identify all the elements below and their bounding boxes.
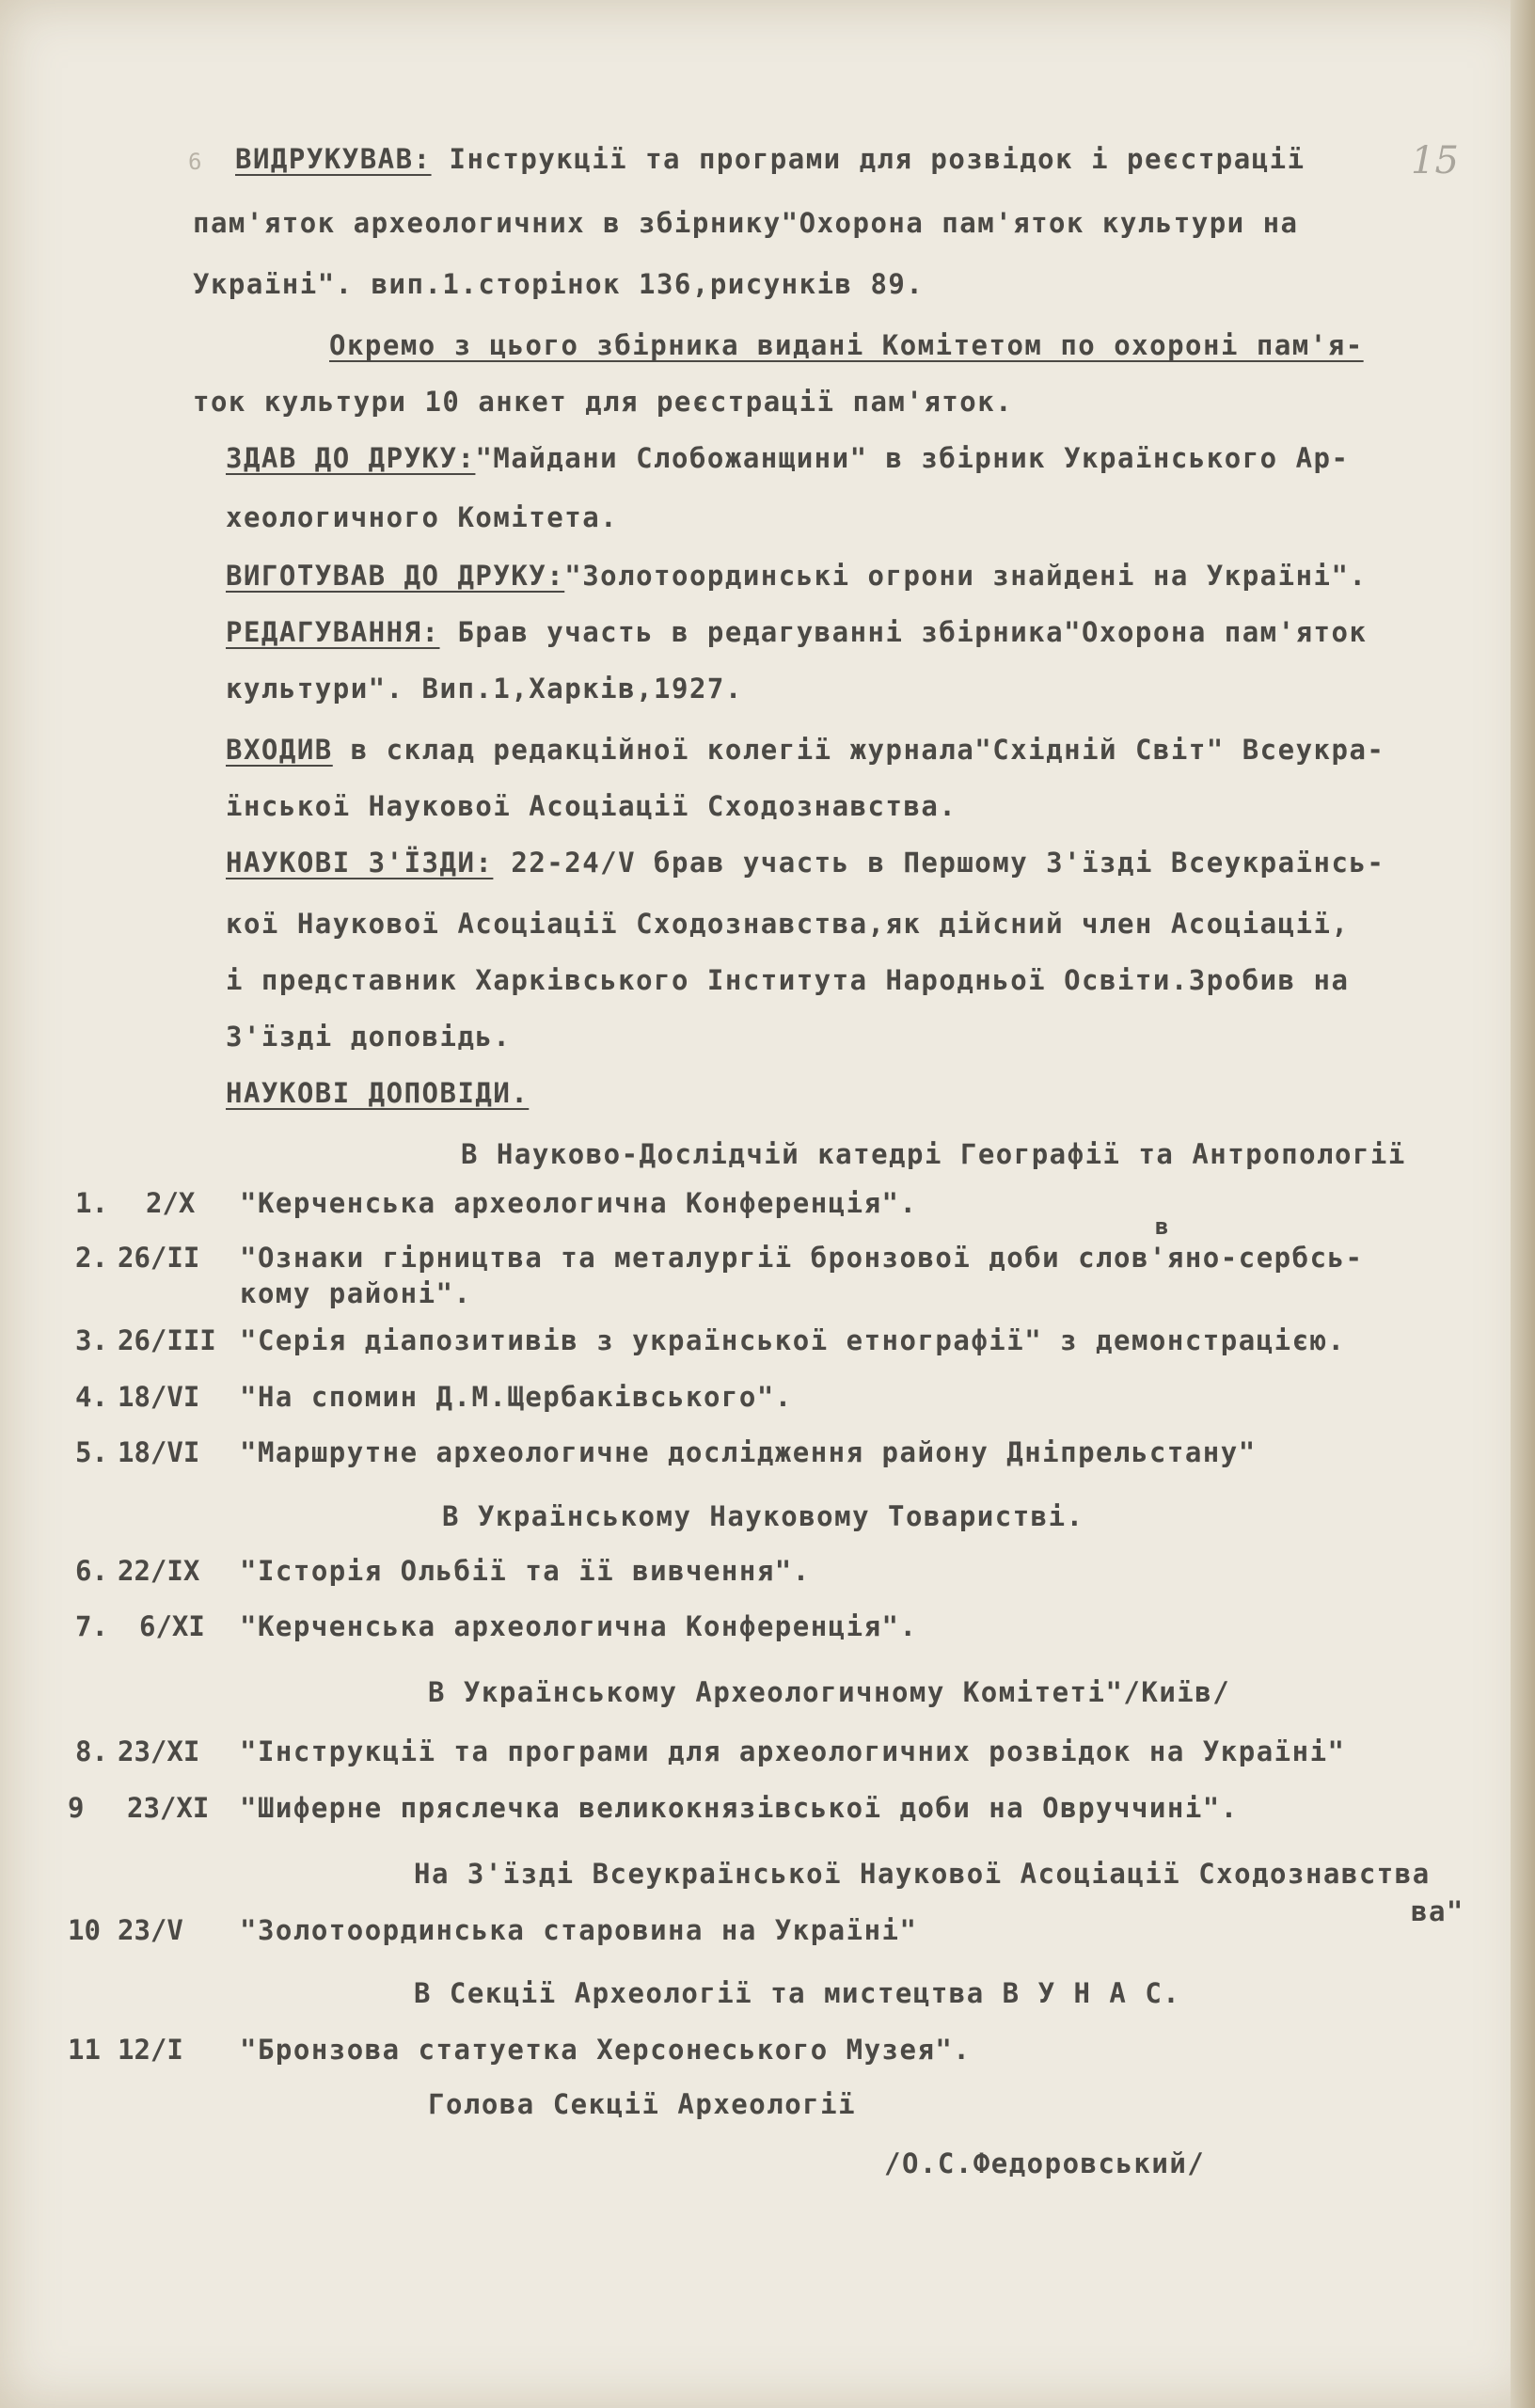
report-date: 6/XI <box>139 1610 205 1642</box>
report-number: 7. <box>75 1610 108 1642</box>
page-number: 6 <box>188 149 202 175</box>
report-date: 22/IX <box>118 1555 200 1587</box>
report-title: "Маршрутне археологичне дослідження району Дніпрельстану" <box>240 1436 1257 1468</box>
text-line: ВИДРУКУВАВ: Інструкції та програми для розвідок і реєстрації <box>235 143 1306 175</box>
text-line: пам'яток археологичних в збірнику"Охорона пам'яток культури на <box>193 207 1299 239</box>
report-title: "Золотоординська старовина на Україні" <box>240 1914 918 1946</box>
page-edge <box>1511 0 1535 2408</box>
text-line: ВИГОТУВАВ ДО ДРУКУ:"Золотоординські огрони знайдені на Україні". <box>226 560 1368 592</box>
report-number: 9 <box>68 1792 85 1824</box>
text-line: РЕДАГУВАННЯ: Брав участь в редагуванні збірника"Охорона пам'яток <box>226 616 1368 648</box>
section-heading: На З'їзді Всеукраїнської Наукової Асоціації Сходознавства <box>414 1858 1431 1890</box>
report-number: 11 <box>68 2034 101 2066</box>
text-line: Окремо з цього збірника видані Комітетом по охороні пам'я- <box>329 329 1364 361</box>
report-date: 2/X <box>146 1187 196 1219</box>
text-line: НАУКОВІ З'ЇЗДИ: 22-24/V брав участь в Першому З'їзді Всеукраїнсь- <box>226 847 1385 879</box>
text-line: ВХОДИВ в склад редакційної колегії журнала"Східній Світ" Всеукра- <box>226 734 1385 766</box>
report-title: "Керченська археологична Конференція". <box>240 1610 918 1642</box>
signature-title: Голова Секції Археології <box>428 2088 857 2120</box>
report-number: 8. <box>75 1735 108 1767</box>
text-line: З'їзді доповідь. <box>226 1021 512 1053</box>
text-line: Україні". вип.1.сторінок 136,рисунків 89. <box>193 268 925 300</box>
pencil-mark: 15 <box>1411 139 1459 182</box>
report-date: 23/XI <box>127 1792 210 1824</box>
text-line: ток культури 10 анкет для реєстрації пам'яток. <box>193 386 1014 418</box>
report-title: "Інструкції та програми для археологичних розвідок на Україні" <box>240 1735 1346 1767</box>
report-title: "На спомин Д.М.Щербаківського". <box>240 1381 793 1413</box>
report-title: "Історія Ольбії та її вивчення". <box>240 1555 811 1587</box>
report-number: 1. <box>75 1187 108 1219</box>
report-number: 4. <box>75 1381 108 1413</box>
report-date: 18/VI <box>118 1381 200 1413</box>
text-line: культури". Вип.1,Харків,1927. <box>226 673 743 705</box>
inserted-letter: в <box>1155 1213 1169 1240</box>
report-date: 26/III <box>118 1324 216 1356</box>
report-title: "Бронзова статуетка Херсонеського Музея". <box>240 2034 972 2066</box>
text-line: кої Наукової Асоціації Сходознавства,як дійсний член Асоціації, <box>226 908 1350 940</box>
report-date: 12/I <box>118 2034 183 2066</box>
report-number: 6. <box>75 1555 108 1587</box>
report-title-cont: кому районі". <box>240 1277 472 1309</box>
section-heading: В Українському Науковому Товаристві. <box>442 1500 1084 1532</box>
text-line: і представник Харківського Інститута Народньої Освіти.Зробив на <box>226 964 1350 996</box>
text-line: їнської Наукової Асоціації Сходознавства. <box>226 790 957 822</box>
report-title: "Серія діапозитивів з української етнографії" з демонстрацією. <box>240 1324 1346 1356</box>
section-heading: В Науково-Дослідчій катедрі Географії та Антропології <box>461 1138 1406 1170</box>
report-number: 2. <box>75 1242 108 1274</box>
report-title: "Керченська археологична Конференція". <box>240 1187 918 1219</box>
report-date: 26/II <box>118 1242 200 1274</box>
text-line: ЗДАВ ДО ДРУКУ:"Майдани Слобожанщини" в збірник Українського Ар- <box>226 442 1350 474</box>
text-line: НАУКОВІ ДОПОВІДИ. <box>226 1077 530 1109</box>
text-line: хеологичного Комітета. <box>226 501 619 533</box>
heading-continuation: ва" <box>1411 1895 1464 1927</box>
report-date: 18/VI <box>118 1436 200 1468</box>
section-heading: В Українському Археологичному Комітеті"/Київ/ <box>428 1676 1231 1708</box>
report-number: 5. <box>75 1436 108 1468</box>
report-title: "Шиферне пряслечка великокнязівської доби на Овруччині". <box>240 1792 1239 1824</box>
report-number: 10 <box>68 1914 101 1946</box>
report-title: "Ознаки гірництва та металургії бронзової доби слов'яно-сербсь- <box>240 1242 1364 1274</box>
report-date: 23/XI <box>118 1735 200 1767</box>
report-date: 23/V <box>118 1914 183 1946</box>
signature-name: /О.С.Федоровський/ <box>884 2147 1206 2179</box>
section-heading: В Секції Археології та мистецтва В У Н А С. <box>414 1977 1181 2009</box>
report-number: 3. <box>75 1324 108 1356</box>
